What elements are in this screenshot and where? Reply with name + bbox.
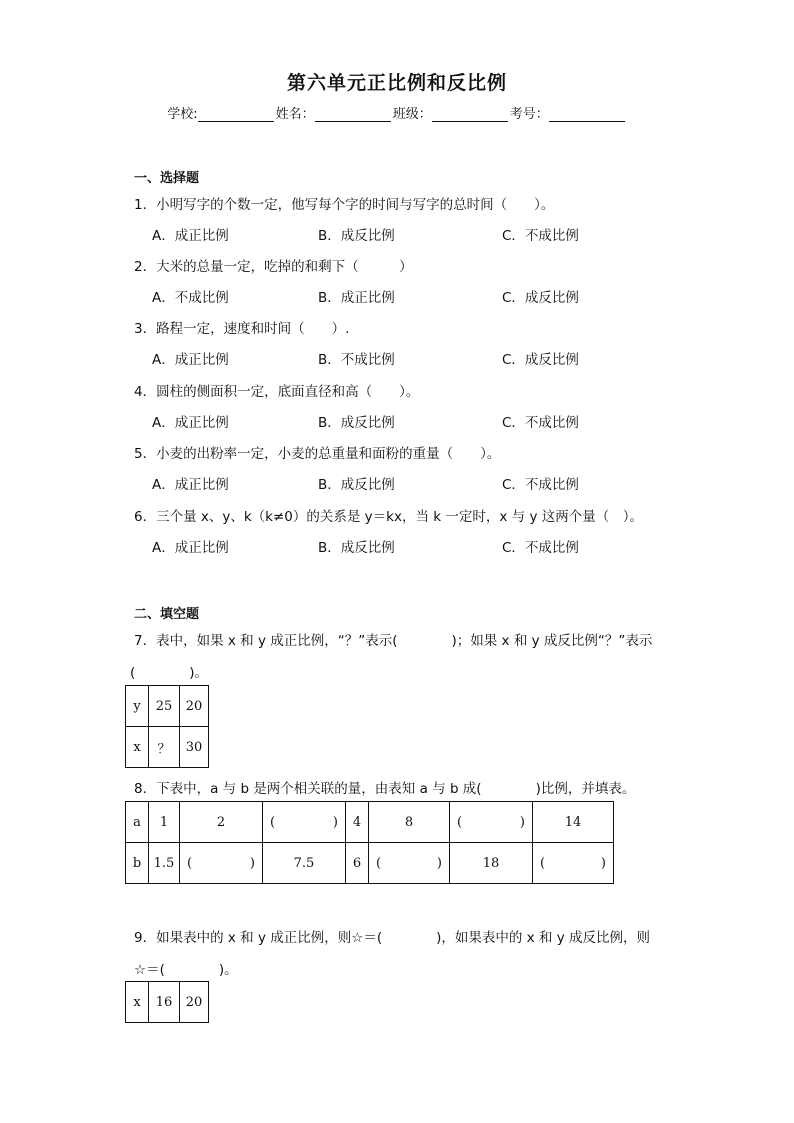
option-b[interactable]: B．成反比例 [318, 477, 395, 493]
section-title-choice: 一、选择题 [134, 171, 200, 186]
option-a[interactable]: A．成正比例 [152, 228, 229, 244]
exam-no-blank[interactable] [549, 108, 625, 122]
table-cell: 7.5 [263, 843, 346, 884]
option-c[interactable]: C．不成比例 [502, 540, 579, 556]
option-a[interactable]: A．不成比例 [152, 290, 229, 306]
question-9: 9．如果表中的 x 和 y 成正比例，则☆＝( )，如果表中的 x 和 y 成反比例，则 [134, 930, 651, 946]
answer-blank[interactable] [369, 843, 450, 884]
table-cell: 8 [369, 802, 450, 843]
option-b[interactable]: B．不成比例 [318, 352, 395, 368]
table-cell: 2 [180, 802, 263, 843]
question-7-cont: ( )。 [130, 665, 209, 681]
name-blank[interactable] [315, 108, 391, 122]
table-cell: y [126, 686, 149, 727]
question-4: 4．圆柱的侧面积一定，底面直径和高（ ）。 [134, 384, 420, 400]
table-cell: 1.5 [149, 843, 180, 884]
table-cell: a [126, 802, 149, 843]
table-cell: 16 [149, 982, 180, 1023]
option-b[interactable]: B．成反比例 [318, 228, 395, 244]
table-cell: 4 [346, 802, 369, 843]
section-title-fill: 二、填空题 [134, 607, 200, 622]
option-a[interactable]: A．成正比例 [152, 540, 229, 556]
class-blank[interactable] [432, 108, 508, 122]
question-1-options [152, 224, 712, 244]
question-3-options [152, 348, 712, 368]
table-cell: 20 [180, 982, 209, 1023]
question-5-options [152, 473, 712, 493]
q8-table [125, 801, 614, 884]
question-9-cont: ☆＝( )。 [134, 962, 238, 978]
exam-no-label: 考号： [509, 107, 549, 122]
table-cell: x [126, 982, 149, 1023]
student-info-line [0, 103, 794, 122]
question-4-options [152, 411, 712, 431]
table-cell: b [126, 843, 149, 884]
option-c[interactable]: C．成反比例 [502, 352, 579, 368]
school-label: 学校: [167, 107, 198, 122]
class-label: 班级： [392, 107, 432, 122]
answer-blank[interactable] [263, 802, 346, 843]
question-8: 8．下表中，a 与 b 是两个相关联的量，由表知 a 与 b 成( )比例，并填表。 [134, 781, 636, 797]
option-c[interactable]: C．成反比例 [502, 290, 579, 306]
question-6-options [152, 536, 712, 556]
option-c[interactable]: C．不成比例 [502, 477, 579, 493]
answer-blank[interactable] [180, 843, 263, 884]
table-cell: 30 [180, 727, 209, 768]
table-cell: 6 [346, 843, 369, 884]
paren-open: ( [270, 814, 276, 830]
question-2-options [152, 286, 712, 306]
page-title: 第六单元正比例和反比例 [286, 72, 507, 94]
paren-close: ) [332, 814, 338, 830]
q9-table [125, 981, 209, 1023]
paren-close: ) [600, 855, 606, 871]
question-5: 5．小麦的出粉率一定，小麦的总重量和面粉的重量（ ）。 [134, 446, 501, 462]
school-blank[interactable] [198, 108, 274, 122]
table-cell: 1 [149, 802, 180, 843]
answer-blank[interactable] [450, 802, 533, 843]
option-c[interactable]: C．不成比例 [502, 415, 579, 431]
option-b[interactable]: B．成反比例 [318, 415, 395, 431]
paren-open: ( [376, 855, 382, 871]
paren-open: ( [540, 855, 546, 871]
table-cell: 18 [450, 843, 533, 884]
option-a[interactable]: A．成正比例 [152, 415, 229, 431]
question-1: 1．小明写字的个数一定，他写每个字的时间与写字的总时间（ ）。 [134, 197, 555, 213]
table-cell: x [126, 727, 149, 768]
question-3: 3．路程一定，速度和时间（ ）. [134, 321, 350, 337]
table-cell: 20 [180, 686, 209, 727]
paren-open: ( [187, 855, 193, 871]
option-b[interactable]: B．成正比例 [318, 290, 395, 306]
question-7: 7．表中，如果 x 和 y 成正比例，“？”表示( )；如果 x 和 y 成反比例“？”表示 [134, 633, 653, 649]
name-label: 姓名： [275, 107, 315, 122]
option-a[interactable]: A．成正比例 [152, 352, 229, 368]
q7-table [125, 685, 209, 768]
paren-close: ) [249, 855, 255, 871]
answer-blank[interactable] [533, 843, 614, 884]
table-cell: 14 [533, 802, 614, 843]
option-a[interactable]: A．成正比例 [152, 477, 229, 493]
option-b[interactable]: B．成反比例 [318, 540, 395, 556]
question-2: 2．大米的总量一定，吃掉的和剩下（ ） [134, 259, 413, 275]
table-cell: 25 [149, 686, 180, 727]
question-6: 6．三个量 x、y、k（k≠0）的关系是 y＝kx，当 k 一定时，x 与 y 这两个量（ ）。 [134, 509, 643, 525]
paren-open: ( [457, 814, 463, 830]
table-cell: ？ [149, 727, 180, 768]
paren-close: ) [436, 855, 442, 871]
paren-close: ) [519, 814, 525, 830]
option-c[interactable]: C．不成比例 [502, 228, 579, 244]
